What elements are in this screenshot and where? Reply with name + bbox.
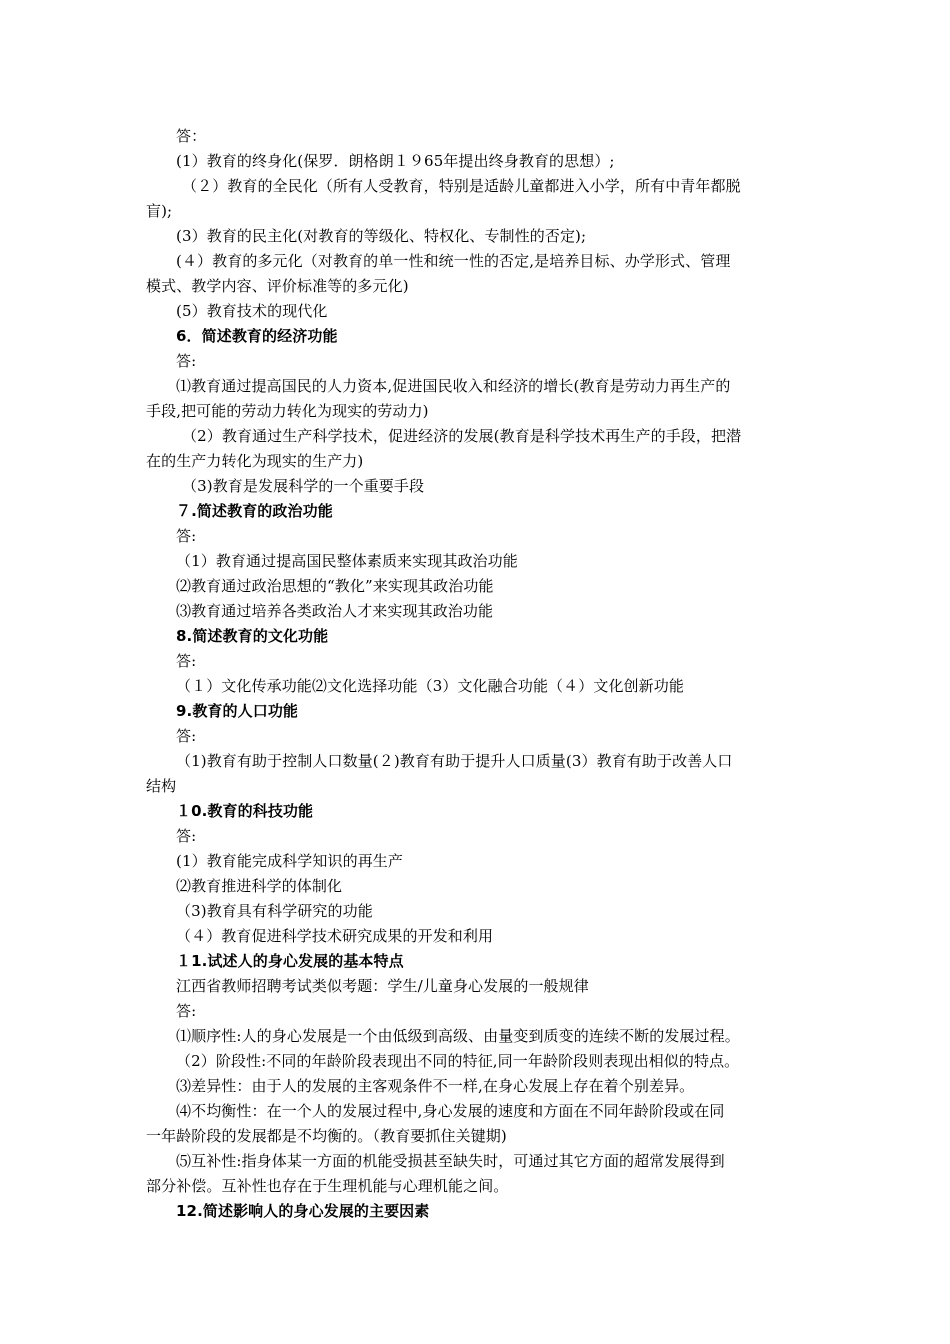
answer-label: 答:: [176, 727, 197, 745]
text-line: （2）阶段性:不同的年龄阶段表现出不同的特征,同一年龄阶段则表现出相似的特点。: [176, 1052, 740, 1070]
text-line: （3)教育是发展科学的一个重要手段: [182, 477, 425, 495]
text-line: 江西省教师招聘考试类似考题：学生/儿童身心发展的一般规律: [176, 977, 589, 995]
text-line: （1）教育通过提高国民整体素质来实现其政治功能: [176, 552, 518, 570]
text-line: （2）教育通过生产科学技术，促进经济的发展(教育是科学技术再生产的手段，把潜: [182, 427, 742, 445]
section-heading: 12.简述影响人的身心发展的主要因素: [176, 1202, 430, 1220]
text-line: ⑵教育推进科学的体制化: [176, 877, 343, 895]
text-line: 一年龄阶段的发展都是不均衡的。（教育要抓住关键期): [146, 1127, 507, 1145]
text-line: (3）教育的民主化(对教育的等级化、特权化、专制性的否定);: [176, 227, 587, 245]
answer-label: 答:: [176, 1002, 197, 1020]
text-line: ⑴教育通过提高国民的人力资本,促进国民收入和经济的增长(教育是劳动力再生产的: [176, 377, 731, 395]
section-heading: 8.简述教育的文化功能: [176, 627, 329, 645]
text-line: 手段,把可能的劳动力转化为现实的劳动力): [146, 402, 429, 420]
section-heading: 9.教育的人口功能: [176, 702, 299, 720]
text-line: （1)教育有助于控制人口数量(２)教育有助于提升人口质量(3）教育有助于改善人口: [176, 752, 733, 770]
text-line: 模式、教学内容、评价标准等的多元化): [146, 277, 409, 295]
answer-label: 答:: [176, 652, 197, 670]
text-line: ⑸互补性:指身体某一方面的机能受损甚至缺失时，可通过其它方面的超常发展得到: [176, 1152, 725, 1170]
text-line: 盲);: [146, 202, 173, 220]
text-line: (5）教育技术的现代化: [176, 302, 328, 320]
text-line: ⑶差异性：由于人的发展的主客观条件不一样,在身心发展上存在着个别差异。: [176, 1077, 695, 1095]
text-line: ⑵教育通过政治思想的“教化”来实现其政治功能: [176, 577, 494, 595]
text-line: 部分补偿。互补性也存在于生理机能与心理机能之间。: [146, 1177, 509, 1195]
text-line: （１）文化传承功能⑵文化选择功能（3）文化融合功能（４）文化创新功能: [176, 677, 684, 695]
answer-label: 答：: [176, 127, 207, 145]
section-heading: １0.教育的科技功能: [176, 802, 314, 820]
section-heading: １1.试述人的身心发展的基本特点: [176, 952, 404, 970]
answer-label: 答:: [176, 527, 197, 545]
text-line: ⑴顺序性:人的身心发展是一个由低级到高级、由量变到质变的连续不断的发展过程。: [176, 1027, 740, 1045]
text-line: (1）教育能完成科学知识的再生产: [176, 852, 403, 870]
section-heading: 6．简述教育的经济功能: [176, 327, 338, 345]
section-heading: ７.简述教育的政治功能: [176, 502, 333, 520]
answer-label: 答:: [176, 827, 197, 845]
text-line: （3)教育具有科学研究的功能: [176, 902, 373, 920]
text-line: ⑷不均衡性：在一个人的发展过程中,身心发展的速度和方面在不同年龄阶段或在同: [176, 1102, 725, 1120]
text-line: （４）教育促进科学技术研究成果的开发和利用: [176, 927, 494, 945]
text-line: （２）教育的全民化（所有人受教育，特别是适龄儿童都进入小学，所有中青年都脱: [182, 177, 741, 195]
text-line: 在的生产力转化为现实的生产力): [146, 452, 364, 470]
text-line: (1）教育的终身化(保罗．朗格朗１９65年提出终身教育的思想）;: [176, 152, 615, 170]
text-line: (４）教育的多元化（对教育的单一性和统一性的否定,是培养目标、办学形式、管理: [176, 252, 731, 270]
answer-label: 答:: [176, 352, 197, 370]
text-line: ⑶教育通过培养各类政治人才来实现其政治功能: [176, 602, 494, 620]
text-line: 结构: [146, 777, 177, 795]
